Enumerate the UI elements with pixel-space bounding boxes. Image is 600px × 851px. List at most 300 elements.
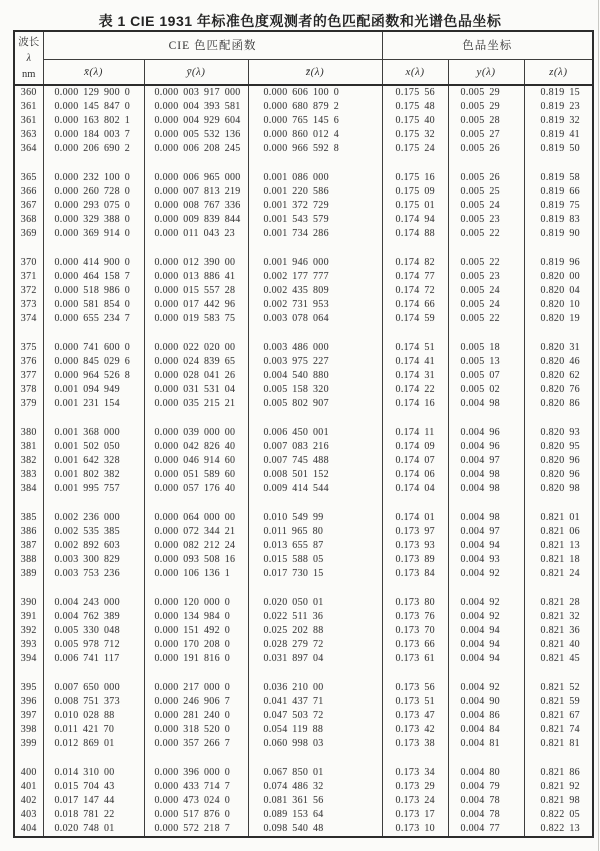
value-cell: 0.004 96	[448, 426, 524, 440]
value-cell: 0.000 064 000 00	[144, 511, 248, 525]
value-cell: 0.173 10	[382, 822, 448, 837]
wavelength-column-header	[14, 31, 43, 85]
value-cell: 0.820 95	[540, 441, 580, 452]
table-row	[14, 766, 593, 780]
value-cell: 0.173 97	[382, 525, 448, 539]
value-cell: 0.000 765 145 6	[248, 114, 382, 128]
value-cell: 0.174 06	[382, 468, 448, 482]
value-cell: 0.819 23	[540, 101, 580, 112]
ybar-header: ȳ(λ)	[144, 59, 248, 85]
value-cell: 0.036 210 00	[248, 681, 382, 695]
value-cell: 0.000 281 240 0	[144, 709, 248, 723]
value-cell: 0.001 543 579	[248, 213, 382, 227]
wavelength-cell: 381	[14, 440, 43, 454]
value-cell: 0.821 24	[540, 568, 580, 579]
value-cell: 0.008 501 152	[248, 468, 382, 482]
value-cell: 0.000 008 767 336	[144, 199, 248, 213]
value-cell: 0.000 184 003 7	[43, 128, 144, 142]
spacer-cell	[14, 666, 43, 681]
value-cell: 0.000 042 826 40	[144, 440, 248, 454]
value-cell: 0.000 051 589 60	[144, 468, 248, 482]
value-cell: 0.002 236 000	[43, 511, 144, 525]
value-cell: 0.006 741 117	[43, 652, 144, 666]
table-row	[14, 737, 593, 751]
value-cell: 0.003 078 064	[248, 312, 382, 326]
spacer-cell	[248, 241, 382, 256]
value-cell: 0.005 978 712	[43, 638, 144, 652]
value-cell: 0.002 731 953	[248, 298, 382, 312]
value-cell: 0.004 98	[448, 482, 524, 496]
value-cell: 0.173 42	[382, 723, 448, 737]
value-cell: 0.000 012 390 00	[144, 256, 248, 270]
value-cell: 0.000 082 212 24	[144, 539, 248, 553]
value-cell: 0.174 16	[382, 397, 448, 411]
value-cell: 0.020 748 01	[43, 822, 144, 837]
value-cell: 0.004 96	[448, 440, 524, 454]
value-cell: 0.000 004 393 581	[144, 100, 248, 114]
value-cell: 0.173 47	[382, 709, 448, 723]
value-cell: 0.000 009 839 844	[144, 213, 248, 227]
table-row	[14, 142, 593, 156]
value-cell: 0.000 028 041 26	[144, 369, 248, 383]
value-cell: 0.820 19	[540, 313, 580, 324]
spacer-cell	[43, 666, 144, 681]
wavelength-cell: 386	[14, 525, 43, 539]
value-cell: 0.820 76	[540, 384, 580, 395]
value-cell: 0.000 151 492 0	[144, 624, 248, 638]
value-cell: 0.005 13	[448, 355, 524, 369]
value-cell: 0.004 86	[448, 709, 524, 723]
table-row	[14, 100, 593, 114]
wavelength-cell: 379	[14, 397, 43, 411]
value-cell: 0.821 67	[540, 710, 580, 721]
value-cell: 0.005 22	[448, 227, 524, 241]
value-cell: 0.007 083 216	[248, 440, 382, 454]
value-cell: 0.821 13	[540, 540, 580, 551]
table-row	[14, 482, 593, 496]
value-cell: 0.175 09	[382, 185, 448, 199]
spacer-cell	[448, 581, 524, 596]
table-row	[14, 610, 593, 624]
value-cell: 0.174 31	[382, 369, 448, 383]
wavelength-cell: 368	[14, 213, 43, 227]
value-cell: 0.015 704 43	[43, 780, 144, 794]
wavelength-cell: 376	[14, 355, 43, 369]
value-cell: 0.000 093 508 16	[144, 553, 248, 567]
value-cell: 0.174 66	[382, 298, 448, 312]
value-cell: 0.821 40	[540, 639, 580, 650]
value-cell: 0.174 09	[382, 440, 448, 454]
value-cell: 0.000 004 929 604	[144, 114, 248, 128]
value-cell: 0.000 035 215 21	[144, 397, 248, 411]
value-cell: 0.000 518 986 0	[43, 284, 144, 298]
value-cell: 0.004 84	[448, 723, 524, 737]
value-cell: 0.819 58	[540, 172, 580, 183]
value-cell: 0.173 29	[382, 780, 448, 794]
table-row	[14, 355, 593, 369]
spacer-cell	[14, 496, 43, 511]
wavelength-cell: 387	[14, 539, 43, 553]
value-cell: 0.000 046 914 60	[144, 454, 248, 468]
value-cell: 0.173 34	[382, 766, 448, 780]
value-cell: 0.010 549 99	[248, 511, 382, 525]
table-row	[14, 511, 593, 525]
wavelength-cell: 374	[14, 312, 43, 326]
value-cell: 0.003 975 227	[248, 355, 382, 369]
value-cell: 0.000 369 914 0	[43, 227, 144, 241]
table-row	[14, 397, 593, 411]
table-row	[14, 341, 593, 355]
spacer-cell	[14, 241, 43, 256]
value-cell: 0.020 050 01	[248, 596, 382, 610]
value-cell: 0.174 82	[382, 256, 448, 270]
value-cell: 0.005 802 907	[248, 397, 382, 411]
spacer-cell	[144, 496, 248, 511]
wavelength-cell: 377	[14, 369, 43, 383]
value-cell: 0.821 59	[540, 696, 580, 707]
spacer-cell	[14, 156, 43, 171]
group-spacer-row	[14, 496, 593, 511]
value-cell: 0.014 310 00	[43, 766, 144, 780]
value-cell: 0.174 11	[382, 426, 448, 440]
value-cell: 0.008 751 373	[43, 695, 144, 709]
value-cell: 0.003 753 236	[43, 567, 144, 581]
table-row	[14, 596, 593, 610]
value-cell: 0.004 79	[448, 780, 524, 794]
value-cell: 0.822 13	[540, 823, 580, 834]
value-cell: 0.000 006 965 000	[144, 171, 248, 185]
table-row	[14, 808, 593, 822]
value-cell: 0.174 77	[382, 270, 448, 284]
value-cell: 0.000 170 208 0	[144, 638, 248, 652]
spacer-cell	[43, 411, 144, 426]
value-cell: 0.000 013 886 41	[144, 270, 248, 284]
value-cell: 0.000 845 029 6	[43, 355, 144, 369]
spacer-cell	[524, 156, 593, 171]
value-cell: 0.004 94	[448, 624, 524, 638]
value-cell: 0.000 318 520 0	[144, 723, 248, 737]
value-cell: 0.005 26	[448, 142, 524, 156]
value-cell: 0.002 535 385	[43, 525, 144, 539]
spacer-cell	[248, 666, 382, 681]
table-row	[14, 114, 593, 128]
spacer-cell	[448, 666, 524, 681]
value-cell: 0.001 502 050	[43, 440, 144, 454]
table-row	[14, 652, 593, 666]
value-cell: 0.000 129 900 0	[43, 85, 144, 100]
value-cell: 0.173 51	[382, 695, 448, 709]
table-row	[14, 681, 593, 695]
value-cell: 0.000 145 847 0	[43, 100, 144, 114]
table-row	[14, 128, 593, 142]
spacer-cell	[448, 156, 524, 171]
spacer-cell	[144, 156, 248, 171]
value-cell: 0.011 421 70	[43, 723, 144, 737]
table-row	[14, 298, 593, 312]
value-cell: 0.173 38	[382, 737, 448, 751]
value-cell: 0.173 24	[382, 794, 448, 808]
value-cell: 0.000 007 813 219	[144, 185, 248, 199]
table-row	[14, 525, 593, 539]
value-cell: 0.173 89	[382, 553, 448, 567]
spacer-cell	[382, 411, 448, 426]
wavelength-cell: 383	[14, 468, 43, 482]
wavelength-cell: 380	[14, 426, 43, 440]
spacer-cell	[14, 411, 43, 426]
wavelength-cell: 391	[14, 610, 43, 624]
spacer-cell	[448, 411, 524, 426]
value-cell: 0.175 32	[382, 128, 448, 142]
value-cell: 0.001 220 586	[248, 185, 382, 199]
wavelength-cell: 400	[14, 766, 43, 780]
table-row	[14, 454, 593, 468]
value-cell: 0.821 81	[540, 738, 580, 749]
value-cell: 0.000 031 531 04	[144, 383, 248, 397]
value-cell: 0.000 022 020 00	[144, 341, 248, 355]
value-cell: 0.013 655 87	[248, 539, 382, 553]
spacer-cell	[524, 666, 593, 681]
wavelength-cell: 403	[14, 808, 43, 822]
value-cell: 0.060 998 03	[248, 737, 382, 751]
value-cell: 0.821 86	[540, 767, 580, 778]
value-cell: 0.001 094 949	[43, 383, 144, 397]
spacer-cell	[448, 241, 524, 256]
spacer-cell	[382, 581, 448, 596]
group-spacer-row	[14, 156, 593, 171]
wavelength-cell: 370	[14, 256, 43, 270]
wavelength-cell: 402	[14, 794, 43, 808]
value-cell: 0.000 655 234 7	[43, 312, 144, 326]
value-cell: 0.004 92	[448, 596, 524, 610]
spacer-cell	[382, 751, 448, 766]
wavelength-cell: 371	[14, 270, 43, 284]
value-cell: 0.000 024 839 65	[144, 355, 248, 369]
spacer-cell	[382, 666, 448, 681]
value-cell: 0.005 29	[448, 100, 524, 114]
table-row	[14, 794, 593, 808]
value-cell: 0.174 72	[382, 284, 448, 298]
value-cell: 0.041 437 71	[248, 695, 382, 709]
table-row	[14, 624, 593, 638]
wavelength-cell: 397	[14, 709, 43, 723]
cmf-group-header: CIE 色匹配函数	[43, 31, 382, 59]
y-header: y(λ)	[448, 59, 524, 85]
value-cell: 0.000 741 600 0	[43, 341, 144, 355]
table-row	[14, 383, 593, 397]
spacer-cell	[144, 241, 248, 256]
value-cell: 0.002 177 777	[248, 270, 382, 284]
value-cell: 0.001 995 757	[43, 482, 144, 496]
value-cell: 0.000 015 557 28	[144, 284, 248, 298]
group-spacer-row	[14, 581, 593, 596]
value-cell: 0.017 147 44	[43, 794, 144, 808]
value-cell: 0.000 011 043 23	[144, 227, 248, 241]
wavelength-cell: 398	[14, 723, 43, 737]
value-cell: 0.005 28	[448, 114, 524, 128]
value-cell: 0.000 260 728 0	[43, 185, 144, 199]
wavelength-cell: 392	[14, 624, 43, 638]
value-cell: 0.174 04	[382, 482, 448, 496]
value-cell: 0.000 006 208 245	[144, 142, 248, 156]
cie-1931-table	[13, 30, 594, 838]
table-row	[14, 553, 593, 567]
value-cell: 0.821 74	[540, 724, 580, 735]
value-cell: 0.002 435 809	[248, 284, 382, 298]
value-cell: 0.081 361 56	[248, 794, 382, 808]
wavelength-cell: 361	[14, 100, 43, 114]
value-cell: 0.000 473 024 0	[144, 794, 248, 808]
value-cell: 0.000 964 526 8	[43, 369, 144, 383]
value-cell: 0.000 039 000 00	[144, 426, 248, 440]
value-cell: 0.004 98	[448, 511, 524, 525]
value-cell: 0.820 46	[540, 356, 580, 367]
spacer-cell	[144, 411, 248, 426]
group-header-row	[14, 31, 593, 59]
value-cell: 0.015 588 05	[248, 553, 382, 567]
value-cell: 0.031 897 04	[248, 652, 382, 666]
value-cell: 0.012 869 01	[43, 737, 144, 751]
spacer-cell	[43, 496, 144, 511]
spacer-cell	[14, 751, 43, 766]
page-title: 表 1 CIE 1931 年标准色度观测者的色匹配函数和光谱色品坐标	[98, 13, 502, 29]
wavelength-cell: 378	[14, 383, 43, 397]
value-cell: 0.000 414 900 0	[43, 256, 144, 270]
value-cell: 0.054 119 88	[248, 723, 382, 737]
value-cell: 0.822 05	[540, 809, 580, 820]
spacer-cell	[382, 156, 448, 171]
table-row	[14, 822, 593, 837]
value-cell: 0.819 83	[540, 214, 580, 225]
value-cell: 0.000 005 532 136	[144, 128, 248, 142]
wavelength-cell: 366	[14, 185, 43, 199]
x-header: x(λ)	[382, 59, 448, 85]
value-cell: 0.005 18	[448, 341, 524, 355]
value-cell: 0.004 98	[448, 468, 524, 482]
chromaticity-group-header: 色品坐标	[382, 31, 593, 59]
value-cell: 0.028 279 72	[248, 638, 382, 652]
value-cell: 0.821 06	[540, 526, 580, 537]
value-cell: 0.173 56	[382, 681, 448, 695]
table-row	[14, 780, 593, 794]
table-row	[14, 567, 593, 581]
unit-label: nm	[22, 69, 36, 80]
value-cell: 0.017 730 15	[248, 567, 382, 581]
value-cell: 0.004 94	[448, 652, 524, 666]
value-cell: 0.175 56	[382, 85, 448, 100]
spacer-cell	[524, 411, 593, 426]
value-cell: 0.000 206 690 2	[43, 142, 144, 156]
value-cell: 0.174 88	[382, 227, 448, 241]
value-cell: 0.173 17	[382, 808, 448, 822]
value-cell: 0.821 92	[540, 781, 580, 792]
value-cell: 0.001 086 000	[248, 171, 382, 185]
value-cell: 0.074 486 32	[248, 780, 382, 794]
spacer-cell	[524, 241, 593, 256]
xbar-header: x̄(λ)	[43, 59, 144, 85]
value-cell: 0.820 93	[540, 427, 580, 438]
value-cell: 0.000 217 000 0	[144, 681, 248, 695]
spacer-cell	[448, 326, 524, 341]
spacer-cell	[43, 581, 144, 596]
group-spacer-row	[14, 241, 593, 256]
value-cell: 0.005 02	[448, 383, 524, 397]
value-cell: 0.001 231 154	[43, 397, 144, 411]
value-cell: 0.003 300 829	[43, 553, 144, 567]
value-cell: 0.819 15	[540, 87, 580, 98]
value-cell: 0.000 057 176 40	[144, 482, 248, 496]
wavelength-cell: 385	[14, 511, 43, 525]
table-row	[14, 426, 593, 440]
value-cell: 0.000 106 136 1	[144, 567, 248, 581]
spacer-cell	[524, 496, 593, 511]
value-cell: 0.820 10	[540, 299, 580, 310]
value-cell: 0.821 52	[540, 682, 580, 693]
spacer-cell	[248, 411, 382, 426]
value-cell: 0.004 78	[448, 794, 524, 808]
spacer-cell	[382, 326, 448, 341]
spacer-cell	[248, 156, 382, 171]
wavelength-cell: 382	[14, 454, 43, 468]
value-cell: 0.000 433 714 7	[144, 780, 248, 794]
value-cell: 0.001 368 000	[43, 426, 144, 440]
spacer-cell	[382, 241, 448, 256]
value-cell: 0.007 745 488	[248, 454, 382, 468]
value-cell: 0.820 62	[540, 370, 580, 381]
spacer-cell	[524, 581, 593, 596]
value-cell: 0.820 96	[540, 455, 580, 466]
wavelength-cell: 396	[14, 695, 43, 709]
value-cell: 0.025 202 88	[248, 624, 382, 638]
value-cell: 0.000 232 100 0	[43, 171, 144, 185]
wavelength-cell: 384	[14, 482, 43, 496]
spacer-cell	[448, 751, 524, 766]
value-cell: 0.005 24	[448, 199, 524, 213]
value-cell: 0.004 80	[448, 766, 524, 780]
spacer-cell	[144, 751, 248, 766]
value-cell: 0.000 396 000 0	[144, 766, 248, 780]
wavelength-cell: 399	[14, 737, 43, 751]
wavelength-cell: 393	[14, 638, 43, 652]
wavelength-cell: 375	[14, 341, 43, 355]
table-row	[14, 468, 593, 482]
value-cell: 0.821 28	[540, 597, 580, 608]
value-cell: 0.005 158 320	[248, 383, 382, 397]
value-cell: 0.067 850 01	[248, 766, 382, 780]
value-cell: 0.000 966 592 8	[248, 142, 382, 156]
value-cell: 0.820 31	[540, 342, 580, 353]
table-row	[14, 213, 593, 227]
value-cell: 0.819 66	[540, 186, 580, 197]
value-cell: 0.001 734 286	[248, 227, 382, 241]
value-cell: 0.821 98	[540, 795, 580, 806]
table-row	[14, 369, 593, 383]
value-cell: 0.000 163 802 1	[43, 114, 144, 128]
spacer-cell	[14, 581, 43, 596]
value-cell: 0.821 32	[540, 611, 580, 622]
value-cell: 0.004 97	[448, 525, 524, 539]
wavelength-cell: 395	[14, 681, 43, 695]
value-cell: 0.821 45	[540, 653, 580, 664]
value-cell: 0.009 414 544	[248, 482, 382, 496]
value-cell: 0.000 329 388 0	[43, 213, 144, 227]
wavelength-cell: 404	[14, 822, 43, 837]
value-cell: 0.819 32	[540, 115, 580, 126]
wavelength-cell: 372	[14, 284, 43, 298]
value-cell: 0.004 81	[448, 737, 524, 751]
value-cell: 0.006 450 001	[248, 426, 382, 440]
value-cell: 0.000 680 879 2	[248, 100, 382, 114]
value-cell: 0.004 94	[448, 638, 524, 652]
